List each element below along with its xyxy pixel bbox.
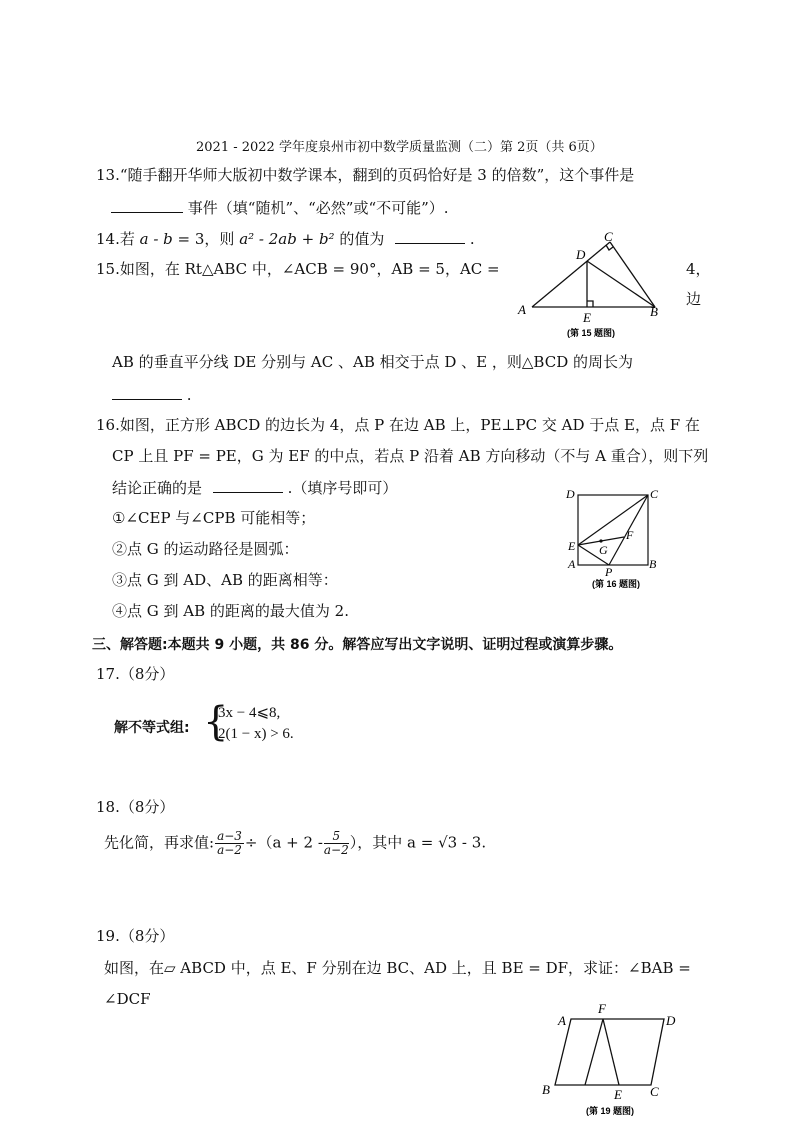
q18-title: 18.（8分） [96, 798, 175, 816]
figure-caption: (第 15 题图) [567, 328, 616, 338]
q15-line4-end: . [186, 386, 192, 404]
q15-line1: 15.如图，在 Rt△ABC 中，∠ACB = 90°，AB = 5，AC = [96, 260, 500, 278]
label-A: A [518, 302, 526, 317]
seg-AE [585, 1019, 603, 1085]
q14-expr2: a² - 2ab + b² [239, 230, 335, 248]
square-ABCD [578, 495, 648, 565]
fraction-2-denominator: a−2 [323, 843, 349, 857]
label-C: C [604, 230, 613, 244]
q14-post: 的值为 [334, 230, 385, 248]
label-F: F [598, 1001, 606, 1016]
figure-q16 [562, 484, 672, 592]
q16-option-2: ②点 G 的运动路径是圆弧： [112, 540, 299, 558]
page-header: 2021 - 2022 学年度泉州市初中数学质量监测（二）第 2页（共 6页） [196, 140, 603, 155]
q16-line3-post: .（填序号即可） [287, 479, 398, 497]
answer-blank[interactable] [213, 477, 283, 493]
q15-line2-right: 边 [686, 290, 702, 308]
figure-caption: (第 19 题图) [586, 1106, 635, 1116]
label-D: D [666, 1013, 676, 1028]
figure-caption: (第 16 题图) [592, 579, 641, 589]
label-P: P [605, 565, 613, 579]
q14-mid: = 3，则 [172, 230, 240, 248]
label-C: C [650, 1084, 659, 1099]
answer-blank[interactable] [112, 384, 182, 400]
q13-line1: 13.“随手翻开华师大版初中数学课本，翻到的页码恰好是 3 的倍数”，这个事件是 [96, 166, 635, 184]
parallelogram-ABCD [555, 1019, 664, 1085]
seg-EC [578, 495, 648, 545]
q18-mid: ÷（a + 2 - [244, 833, 323, 852]
q16-option-4: ④点 G 到 AB 的距离的最大值为 2. [112, 602, 349, 620]
label-D: D [576, 247, 586, 262]
label-A: A [568, 557, 576, 571]
q16-line1: 16.如图，正方形 ABCD 的边长为 4，点 P 在边 AB 上，PE⊥PC 交 AD 于点 E，点 F 在 [96, 416, 700, 434]
seg-FC [603, 1019, 619, 1085]
section-3-heading: 三、解答题:本题共 9 小题，共 86 分。解答应写出文字说明、证明过程或演算步骤。 [92, 637, 623, 653]
fraction-1 [215, 830, 244, 857]
q16-line3-pre: 结论正确的是 [112, 479, 203, 497]
label-E: E [614, 1087, 622, 1102]
q16-line2: CP 上且 PF = PE，G 为 EF 的中点，若点 P 沿着 AB 方向移动（不与 A 重合），则下列 [112, 447, 709, 465]
q16-option-3: ③点 G 到 AD、AB 的距离相等： [112, 571, 338, 589]
q15-line1-right: 4， [686, 260, 711, 278]
label-G: G [599, 543, 608, 557]
seg-AC [532, 242, 610, 307]
q18-pre: 先化简，再求值: [104, 833, 215, 852]
q16-option-1: ①∠CEP 与∠CPB 可能相等； [112, 509, 316, 527]
label-E: E [568, 539, 576, 553]
q14-pre: 14.若 [96, 230, 140, 248]
q17-title: 17.（8分） [96, 665, 175, 683]
fraction-2-numerator: 5 [324, 830, 349, 844]
q17-ineq1: 3x − 4⩽8, [218, 705, 281, 721]
q19-title: 19.（8分） [96, 927, 175, 945]
q18-body [104, 830, 486, 857]
fraction-1-denominator: a−2 [217, 843, 242, 857]
fraction-1-numerator: a−3 [217, 829, 242, 843]
right-angle-mark-E [587, 301, 593, 307]
q13-line2-text: 事件（填“随机”、“必然”或“不可能”）. [187, 199, 449, 217]
q15-line4 [112, 384, 192, 405]
q19-line1: 如图，在▱ ABCD 中，点 E、F 分别在边 BC、AD 上，且 BE = DF，求证：∠BAB = [104, 959, 691, 977]
label-B: B [650, 304, 658, 319]
label-A: A [558, 1013, 566, 1028]
q13-line2 [111, 197, 449, 218]
label-F: F [626, 528, 634, 542]
label-E: E [583, 310, 591, 325]
answer-blank[interactable] [395, 228, 465, 244]
label-C: C [650, 487, 659, 501]
q14 [96, 228, 475, 249]
figure-q15 [510, 230, 670, 345]
seg-CB [610, 242, 655, 307]
q14-expr1: a - b [139, 230, 173, 248]
label-D: D [566, 487, 575, 501]
label-B: B [649, 557, 657, 571]
q16-line3 [112, 477, 397, 498]
q14-end: . [469, 230, 475, 248]
fraction-2 [324, 830, 349, 857]
q15-line3: AB 的垂直平分线 DE 分别与 AC 、AB 相交于点 D 、E ，则△BCD 的周长为 [112, 353, 633, 371]
system-brace: { [203, 699, 229, 745]
q18-post: ），其中 a = √3 - 3. [349, 833, 487, 852]
q19-line2: ∠DCF [104, 990, 151, 1008]
label-B: B [542, 1082, 550, 1097]
q17-label: 解不等式组: [114, 720, 190, 736]
answer-blank[interactable] [111, 197, 183, 213]
q17-ineq2: 2(1 − x) > 6. [218, 726, 294, 742]
figure-q19 [538, 995, 698, 1120]
seg-DB [587, 261, 655, 307]
